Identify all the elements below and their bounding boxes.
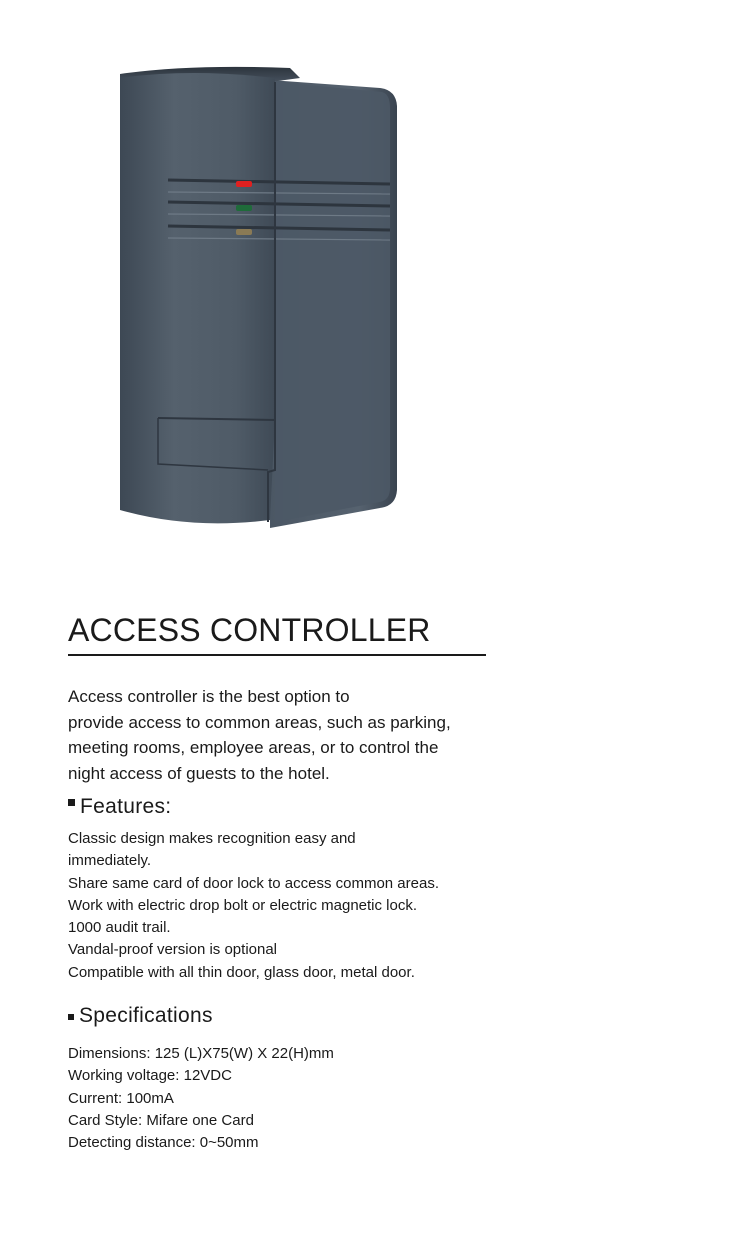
page-title: ACCESS CONTROLLER <box>68 612 431 648</box>
green-led <box>236 205 252 211</box>
device-front-panel <box>120 73 275 523</box>
device-right-face <box>275 82 390 522</box>
amber-led <box>236 229 252 235</box>
red-led <box>236 181 252 187</box>
feature-line: immediately. <box>68 852 152 870</box>
intro-line: meeting rooms, employee areas, or to control the <box>68 738 439 757</box>
title-divider <box>68 654 486 656</box>
intro-paragraph <box>68 684 528 786</box>
spec-line: Card Style: Mifare one Card <box>68 1111 254 1129</box>
feature-line: Vandal-proof version is optional <box>68 941 278 959</box>
feature-line: Share same card of door lock to access common areas. <box>68 874 440 892</box>
square-bullet-icon <box>68 1014 74 1020</box>
intro-line: Access controller is the best option to <box>68 687 350 706</box>
specifications-heading-text: Specifications <box>79 1004 213 1027</box>
spec-line: Working voltage: 12VDC <box>68 1067 232 1085</box>
feature-line: Classic design makes recognition easy and <box>68 830 356 847</box>
spec-line: Dimensions: 125 (L)X75(W) X 22(H)mm <box>68 1045 334 1062</box>
spec-line: Current: 100mA <box>68 1089 174 1107</box>
features-heading-text: Features: <box>80 795 172 818</box>
square-bullet-icon <box>68 799 75 806</box>
features-heading <box>68 795 171 819</box>
intro-line: night access of guests to the hotel. <box>68 763 330 783</box>
feature-line: Compatible with all thin door, glass door, metal door. <box>68 963 415 981</box>
specifications-heading <box>68 1004 213 1028</box>
feature-line: 1000 audit trail. <box>68 919 171 937</box>
feature-line: Work with electric drop bolt or electric magnetic lock. <box>68 896 418 914</box>
specifications-list <box>68 1043 334 1154</box>
features-list <box>68 828 439 984</box>
intro-line: provide access to common areas, such as parking, <box>68 712 451 732</box>
spec-line: Detecting distance: 0~50mm <box>68 1134 259 1152</box>
product-image <box>100 60 410 540</box>
